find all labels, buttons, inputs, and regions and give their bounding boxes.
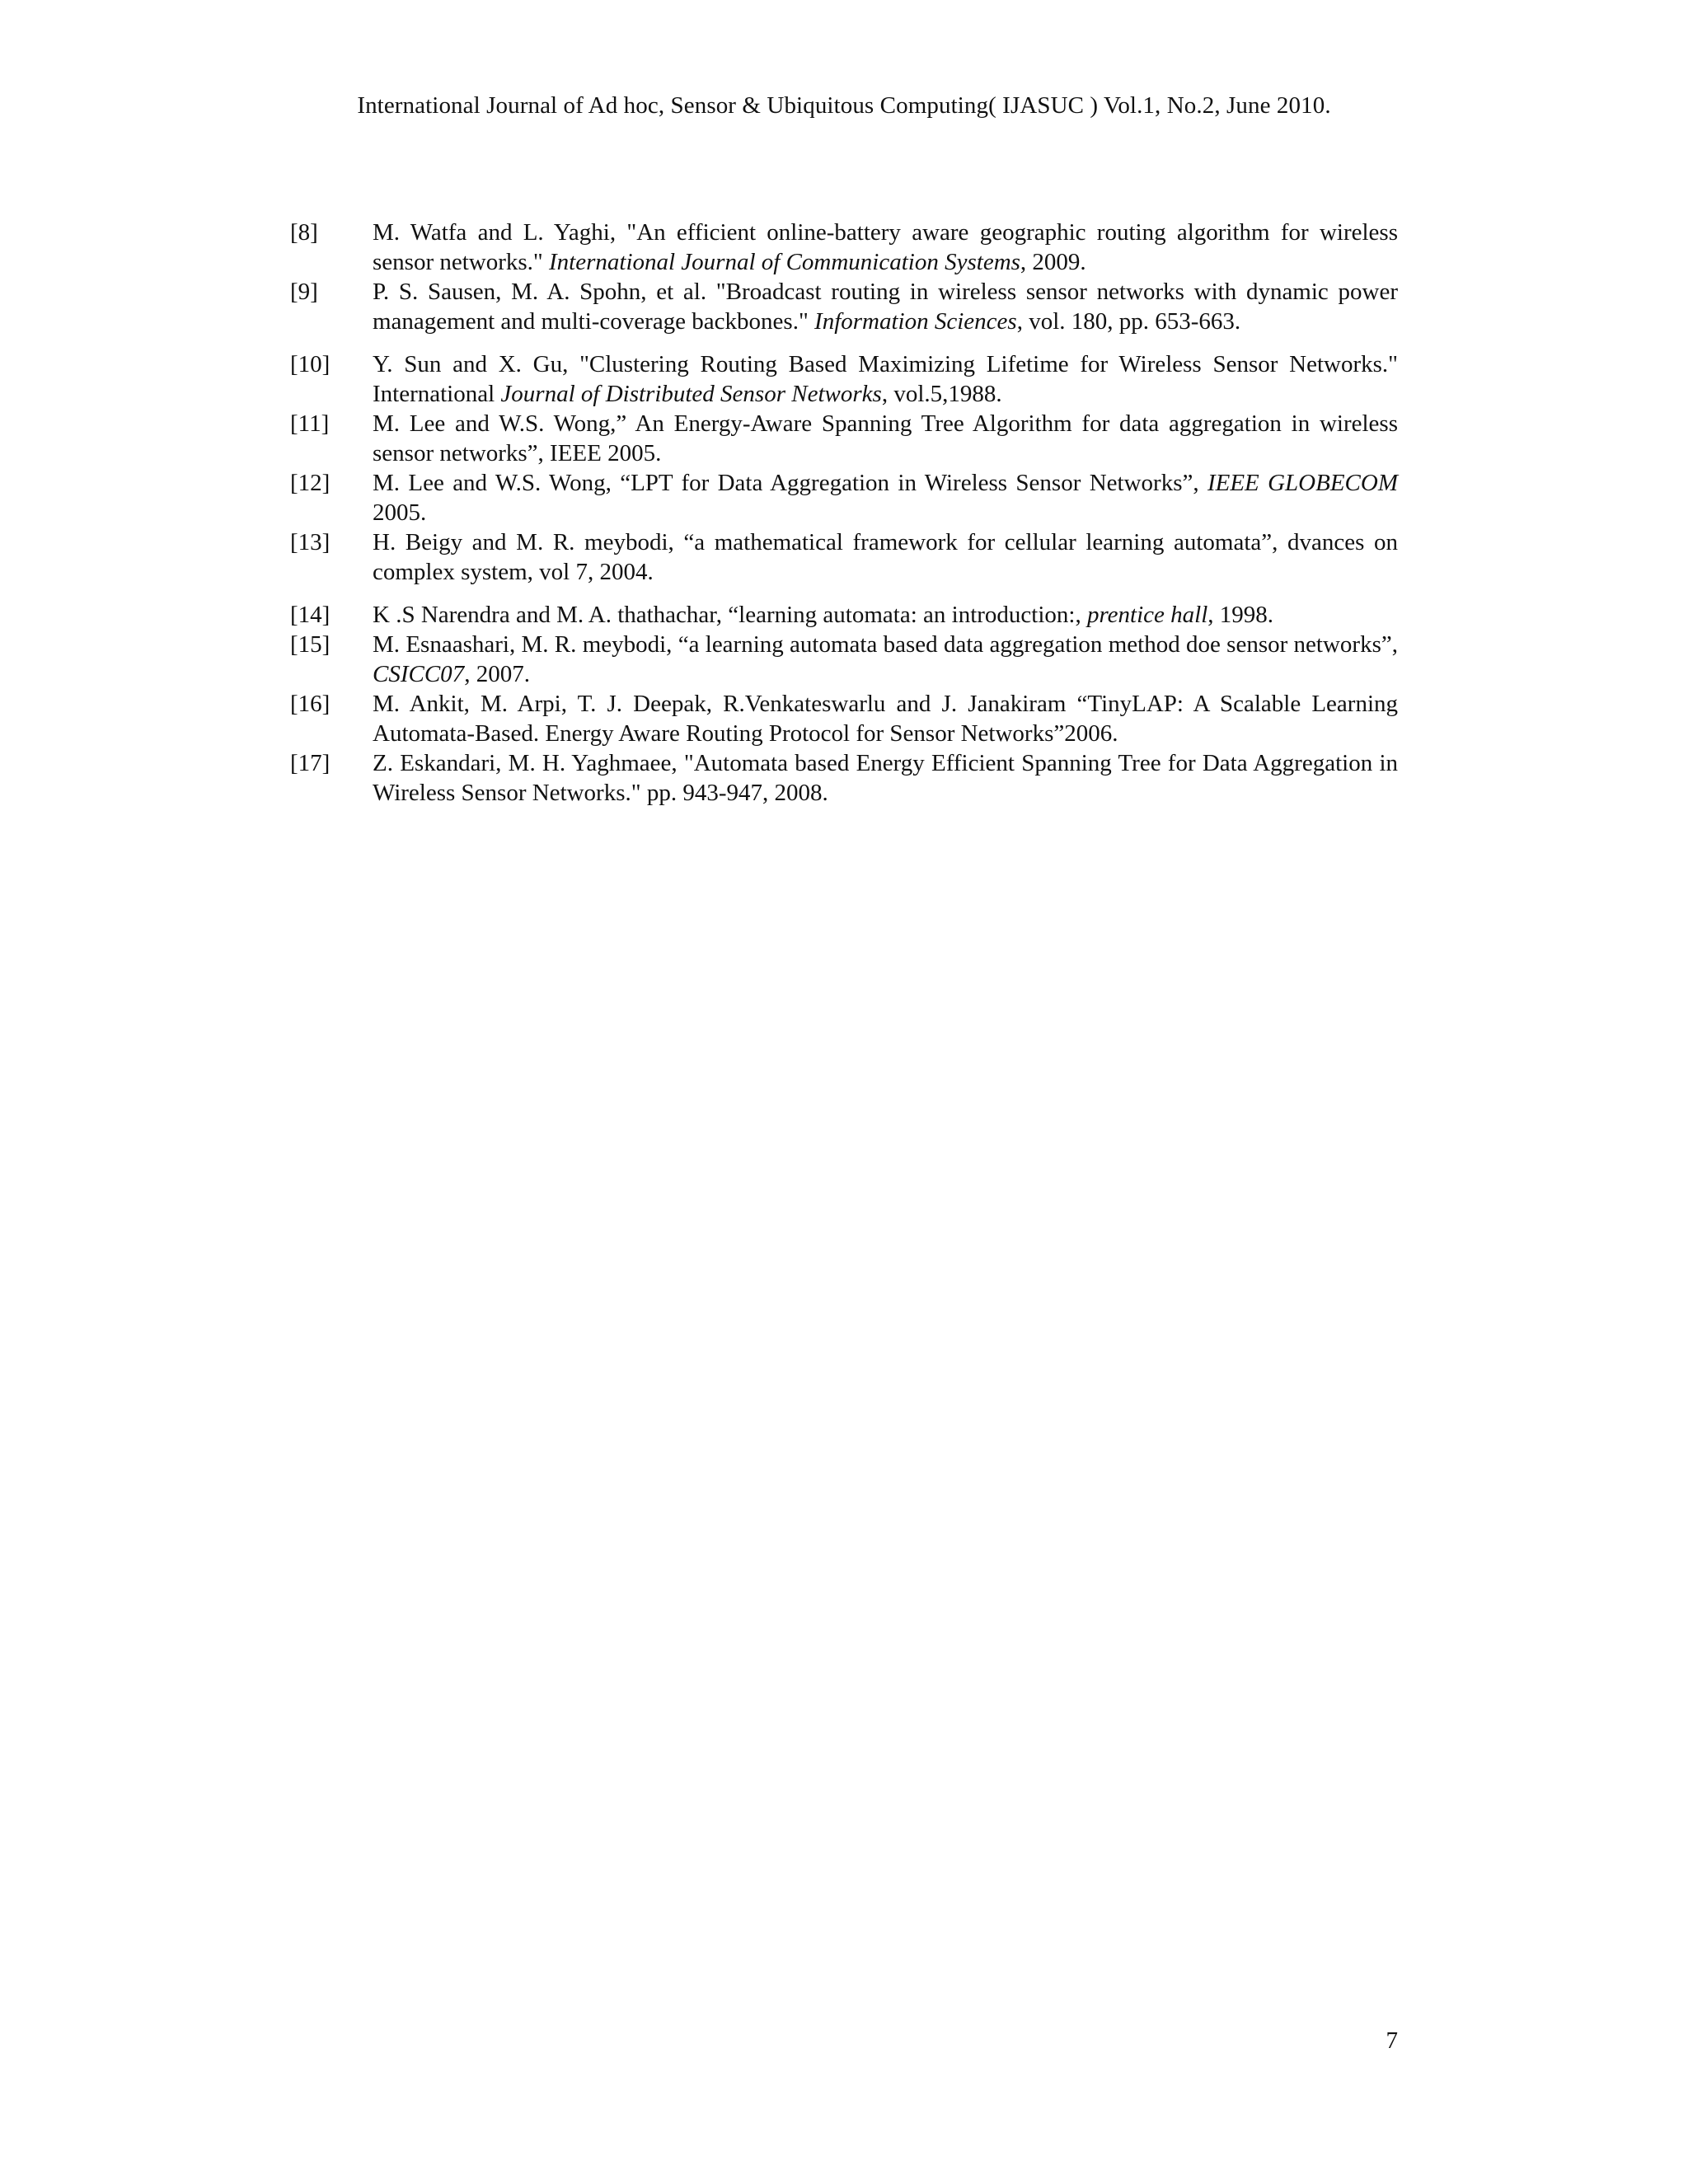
reference-number: [15] bbox=[290, 631, 331, 658]
reference-item-10 bbox=[290, 349, 1398, 409]
reference-text bbox=[373, 602, 1273, 628]
reference-text bbox=[373, 219, 1398, 275]
reference-item-12 bbox=[290, 468, 1398, 527]
reference-item-11 bbox=[290, 409, 1398, 468]
reference-number: [11] bbox=[290, 410, 330, 437]
reference-text-pre: Z. Eskandari, M. H. Yaghmaee, "Automata based Energy Efficient Spanning Tree for Data Aggregation in Wireless Sensor Networks." pp. 943-947, 2008. bbox=[373, 750, 1398, 806]
reference-text bbox=[373, 351, 1398, 407]
reference-text bbox=[373, 750, 1398, 806]
reference-item-8 bbox=[290, 218, 1398, 277]
reference-number: [12] bbox=[290, 470, 331, 496]
reference-text-post: , 2007. bbox=[464, 661, 530, 687]
reference-item-15 bbox=[290, 630, 1398, 689]
reference-text-post: , 1998. bbox=[1207, 602, 1274, 628]
reference-venue: International Journal of Communication Systems bbox=[549, 249, 1020, 275]
reference-item-13 bbox=[290, 527, 1398, 587]
reference-number: [17] bbox=[290, 750, 331, 776]
reference-text-post: , 2009. bbox=[1020, 249, 1086, 275]
reference-text-post: 2005. bbox=[373, 499, 427, 526]
reference-text-pre: M. Esnaashari, M. R. meybodi, “a learning automata based data aggregation method doe sensor networks”, bbox=[373, 631, 1398, 658]
reference-text-pre: M. Lee and W.S. Wong,” An Energy-Aware Spanning Tree Algorithm for data aggregation in wireless sensor networks”, IEEE 2005. bbox=[373, 410, 1398, 466]
reference-item-9 bbox=[290, 277, 1398, 336]
reference-text-post: , vol.5,1988. bbox=[881, 381, 1002, 407]
reference-number: [10] bbox=[290, 351, 331, 377]
reference-text-pre: Y. Sun and X. Gu, "Clustering Routing Based Maximizing Lifetime for Wireless Sensor Networks." International bbox=[373, 351, 1398, 407]
reference-number: [8] bbox=[290, 219, 318, 246]
reference-text-post: , vol. 180, pp. 653-663. bbox=[1016, 308, 1241, 335]
reference-text bbox=[373, 529, 1398, 585]
reference-text-pre: P. S. Sausen, M. A. Spohn, et al. "Broadcast routing in wireless sensor networks with dynamic power management and multi-coverage backbones." bbox=[373, 279, 1398, 335]
reference-text bbox=[373, 631, 1398, 687]
page-number: 7 bbox=[1386, 2027, 1398, 2054]
reference-number: [14] bbox=[290, 602, 331, 628]
reference-venue: Information Sciences bbox=[814, 308, 1017, 335]
reference-text bbox=[373, 410, 1398, 466]
reference-list bbox=[290, 218, 1398, 808]
reference-number: [13] bbox=[290, 529, 331, 555]
reference-venue: IEEE GLOBECOM bbox=[1207, 470, 1398, 496]
reference-venue: Journal of Distributed Sensor Networks bbox=[500, 381, 882, 407]
reference-text bbox=[373, 279, 1398, 335]
reference-item-17 bbox=[290, 748, 1398, 808]
reference-number: [9] bbox=[290, 279, 318, 305]
reference-text bbox=[373, 470, 1398, 526]
reference-text-pre: H. Beigy and M. R. meybodi, “a mathematical framework for cellular learning automata”, dvances on complex system, vol 7, 2004. bbox=[373, 529, 1398, 585]
reference-text-pre: M. Ankit, M. Arpi, T. J. Deepak, R.Venkateswarlu and J. Janakiram “TinyLAP: A Scalable Learning Automata-Based. Energy Aware Routing Protocol for Sensor Networks”2006. bbox=[373, 691, 1398, 747]
reference-text bbox=[373, 691, 1398, 747]
running-header: International Journal of Ad hoc, Sensor & Ubiquitous Computing( IJASUC ) Vol.1, No.2, June 2010. bbox=[357, 92, 1331, 119]
reference-item-14 bbox=[290, 600, 1398, 630]
reference-text-pre: M. Watfa and L. Yaghi, "An efficient online-battery aware geographic routing algorithm for wireless sensor networks." bbox=[373, 219, 1398, 275]
reference-venue: prentice hall bbox=[1086, 602, 1208, 628]
reference-text-pre: K .S Narendra and M. A. thathachar, “learning automata: an introduction:, bbox=[373, 602, 1087, 628]
reference-number: [16] bbox=[290, 691, 331, 717]
reference-venue: CSICC07 bbox=[373, 661, 465, 687]
reference-text-pre: M. Lee and W.S. Wong, “LPT for Data Aggregation in Wireless Sensor Networks”, bbox=[373, 470, 1207, 496]
reference-item-16 bbox=[290, 689, 1398, 748]
